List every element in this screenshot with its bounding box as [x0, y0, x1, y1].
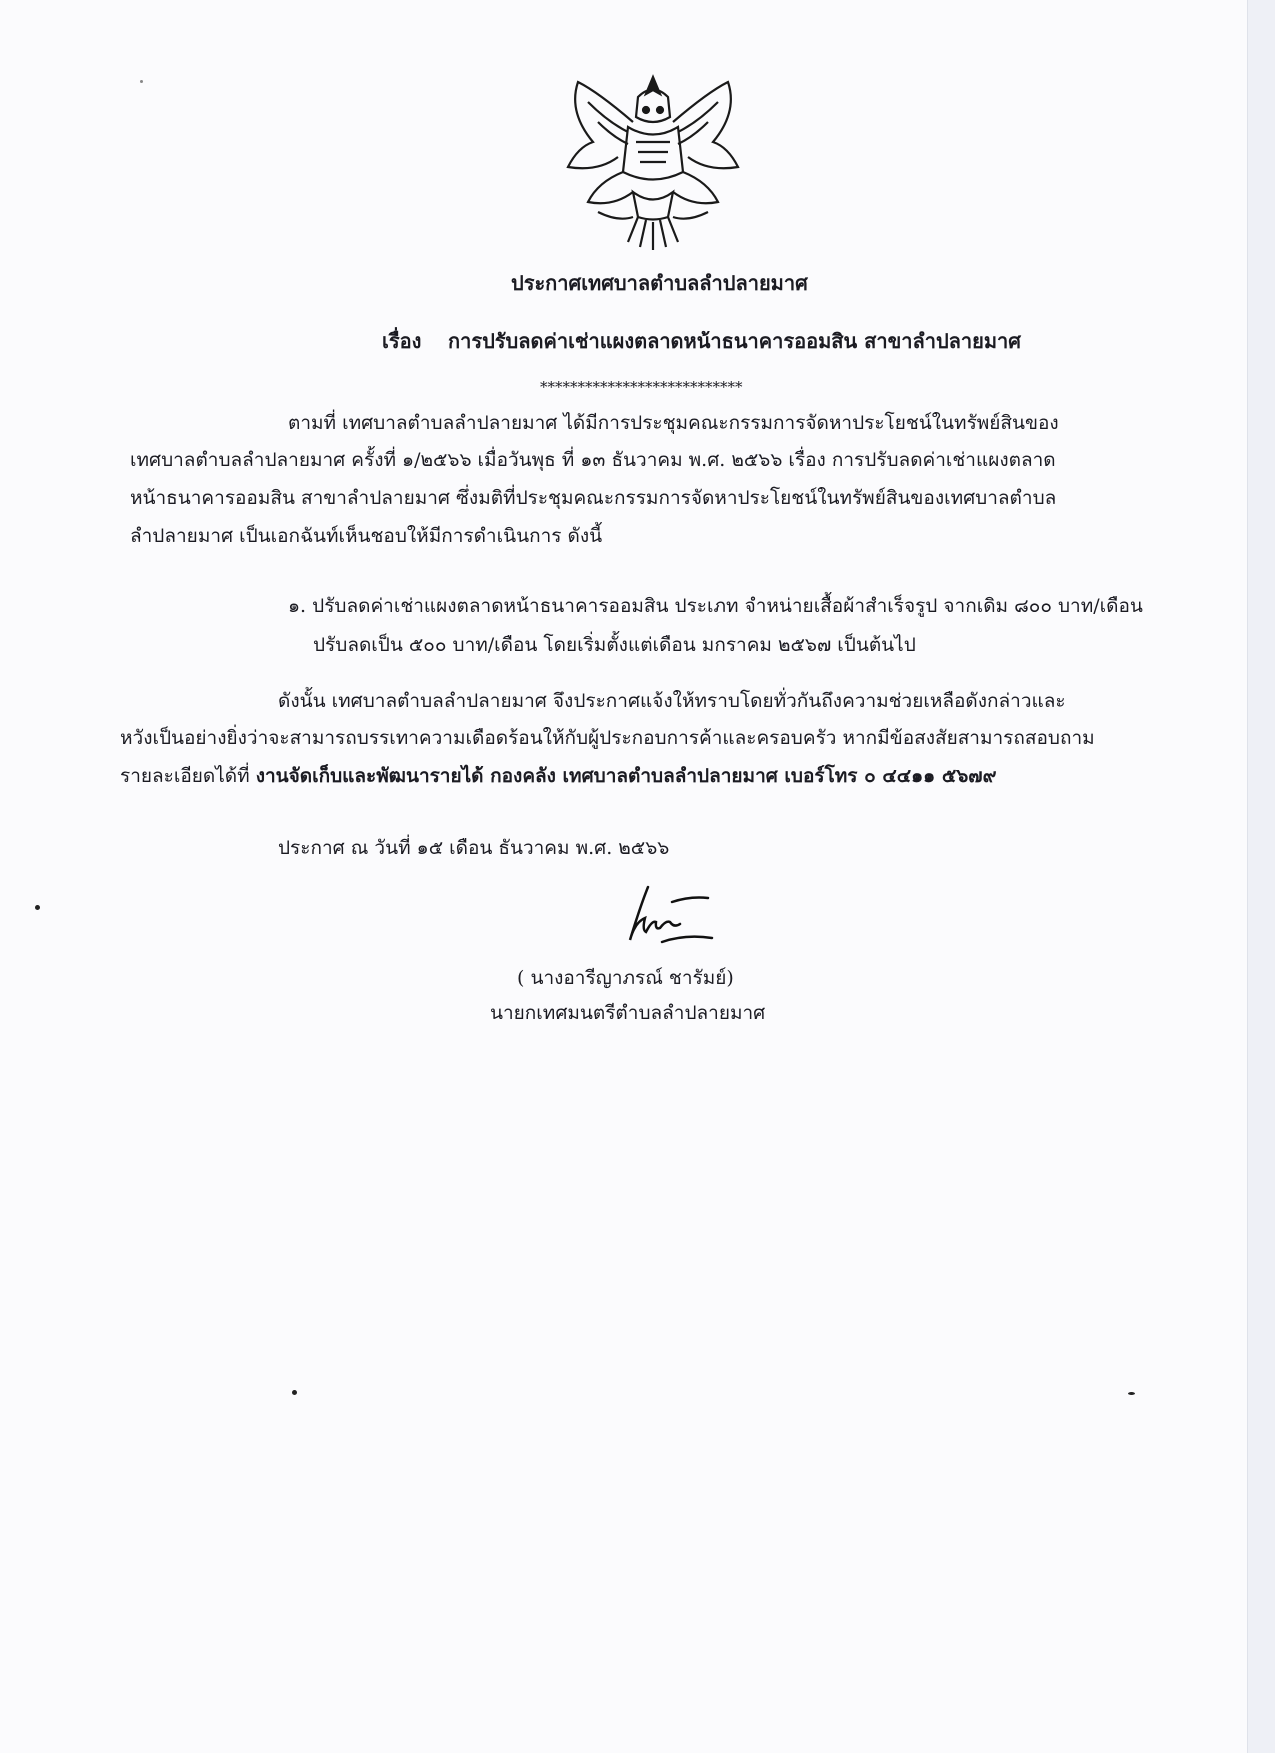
para2-line2: หวังเป็นอย่างยิ่งว่าจะสามารถบรรเทาความเดือดร้อนให้กับผู้ประกอบการค้าและครอบครัว หากมีข้อสงสัยสามารถสอบถาม — [120, 727, 1095, 749]
para2-line3 — [120, 763, 996, 789]
para1-line4: ลำปลายมาศ เป็นเอกฉันท์เห็นชอบให้มีการดำเนินการ ดังนี้ — [130, 525, 603, 547]
subject-text: การปรับลดค่าเช่าแผงตลาดหน้าธนาคารออมสิน สาขาลำปลายมาศ — [448, 329, 1021, 353]
announce-date: ประกาศ ณ วันที่ ๑๕ เดือน ธันวาคม พ.ศ. ๒๕๖๖ — [278, 837, 670, 859]
scan-speck — [1128, 1392, 1135, 1395]
contact-details: งานจัดเก็บและพัฒนารายได้ กองคลัง เทศบาลตำบลลำปลายมาศ เบอร์โทร ๐ ๔๔๑๑ ๕๖๗๙ — [255, 765, 997, 787]
item1-line1: ๑. ปรับลดค่าเช่าแผงตลาดหน้าธนาคารออมสิน ประเภท จำหน่ายเสื้อผ้าสำเร็จรูป จากเดิม ๘๐๐ บาท/เดือน — [288, 595, 1143, 617]
para1-line2: เทศบาลตำบลลำปลายมาศ ครั้งที่ ๑/๒๕๖๖ เมื่อวันพุธ ที่ ๑๓ ธันวาคม พ.ศ. ๒๕๖๖ เรื่อง การปรับลดค่าเช่าแผงตลาด — [130, 449, 1056, 471]
para2-line1: ดังนั้น เทศบาลตำบลลำปลายมาศ จึงประกาศแจ้งให้ทราบโดยทั่วกันถึงความช่วยเหลือดังกล่าวและ — [278, 690, 1066, 712]
signatory-name: ( นางอารีญาภรณ์ ชารัมย์) — [517, 967, 734, 989]
page-edge — [1247, 0, 1275, 1753]
scan-speck — [140, 80, 143, 83]
garuda-emblem-icon — [558, 72, 748, 252]
handwritten-signature — [600, 882, 720, 952]
subject-label: เรื่อง — [382, 329, 422, 353]
contact-prefix: รายละเอียดได้ที่ — [120, 765, 250, 787]
para1-line3: หน้าธนาคารออมสิน สาขาลำปลายมาศ ซึ่งมติที่ประชุมคณะกรรมการจัดหาประโยชน์ในทรัพย์สินของเทศบาลตำบล — [130, 487, 1057, 509]
separator-line: *************************** — [540, 378, 743, 396]
scan-speck — [292, 1390, 297, 1395]
scan-speck — [35, 905, 40, 910]
para1-line1: ตามที่ เทศบาลตำบลลำปลายมาศ ได้มีการประชุมคณะกรรมการจัดหาประโยชน์ในทรัพย์สินของ — [288, 412, 1059, 434]
announcement-title: ประกาศเทศบาลตำบลลำปลายมาศ — [511, 271, 808, 295]
item1-line2: ปรับลดเป็น ๕๐๐ บาท/เดือน โดยเริ่มตั้งแต่เดือน มกราคม ๒๕๖๗ เป็นต้นไป — [313, 634, 916, 656]
signatory-position: นายกเทศมนตรีตำบลลำปลายมาศ — [490, 1002, 766, 1024]
